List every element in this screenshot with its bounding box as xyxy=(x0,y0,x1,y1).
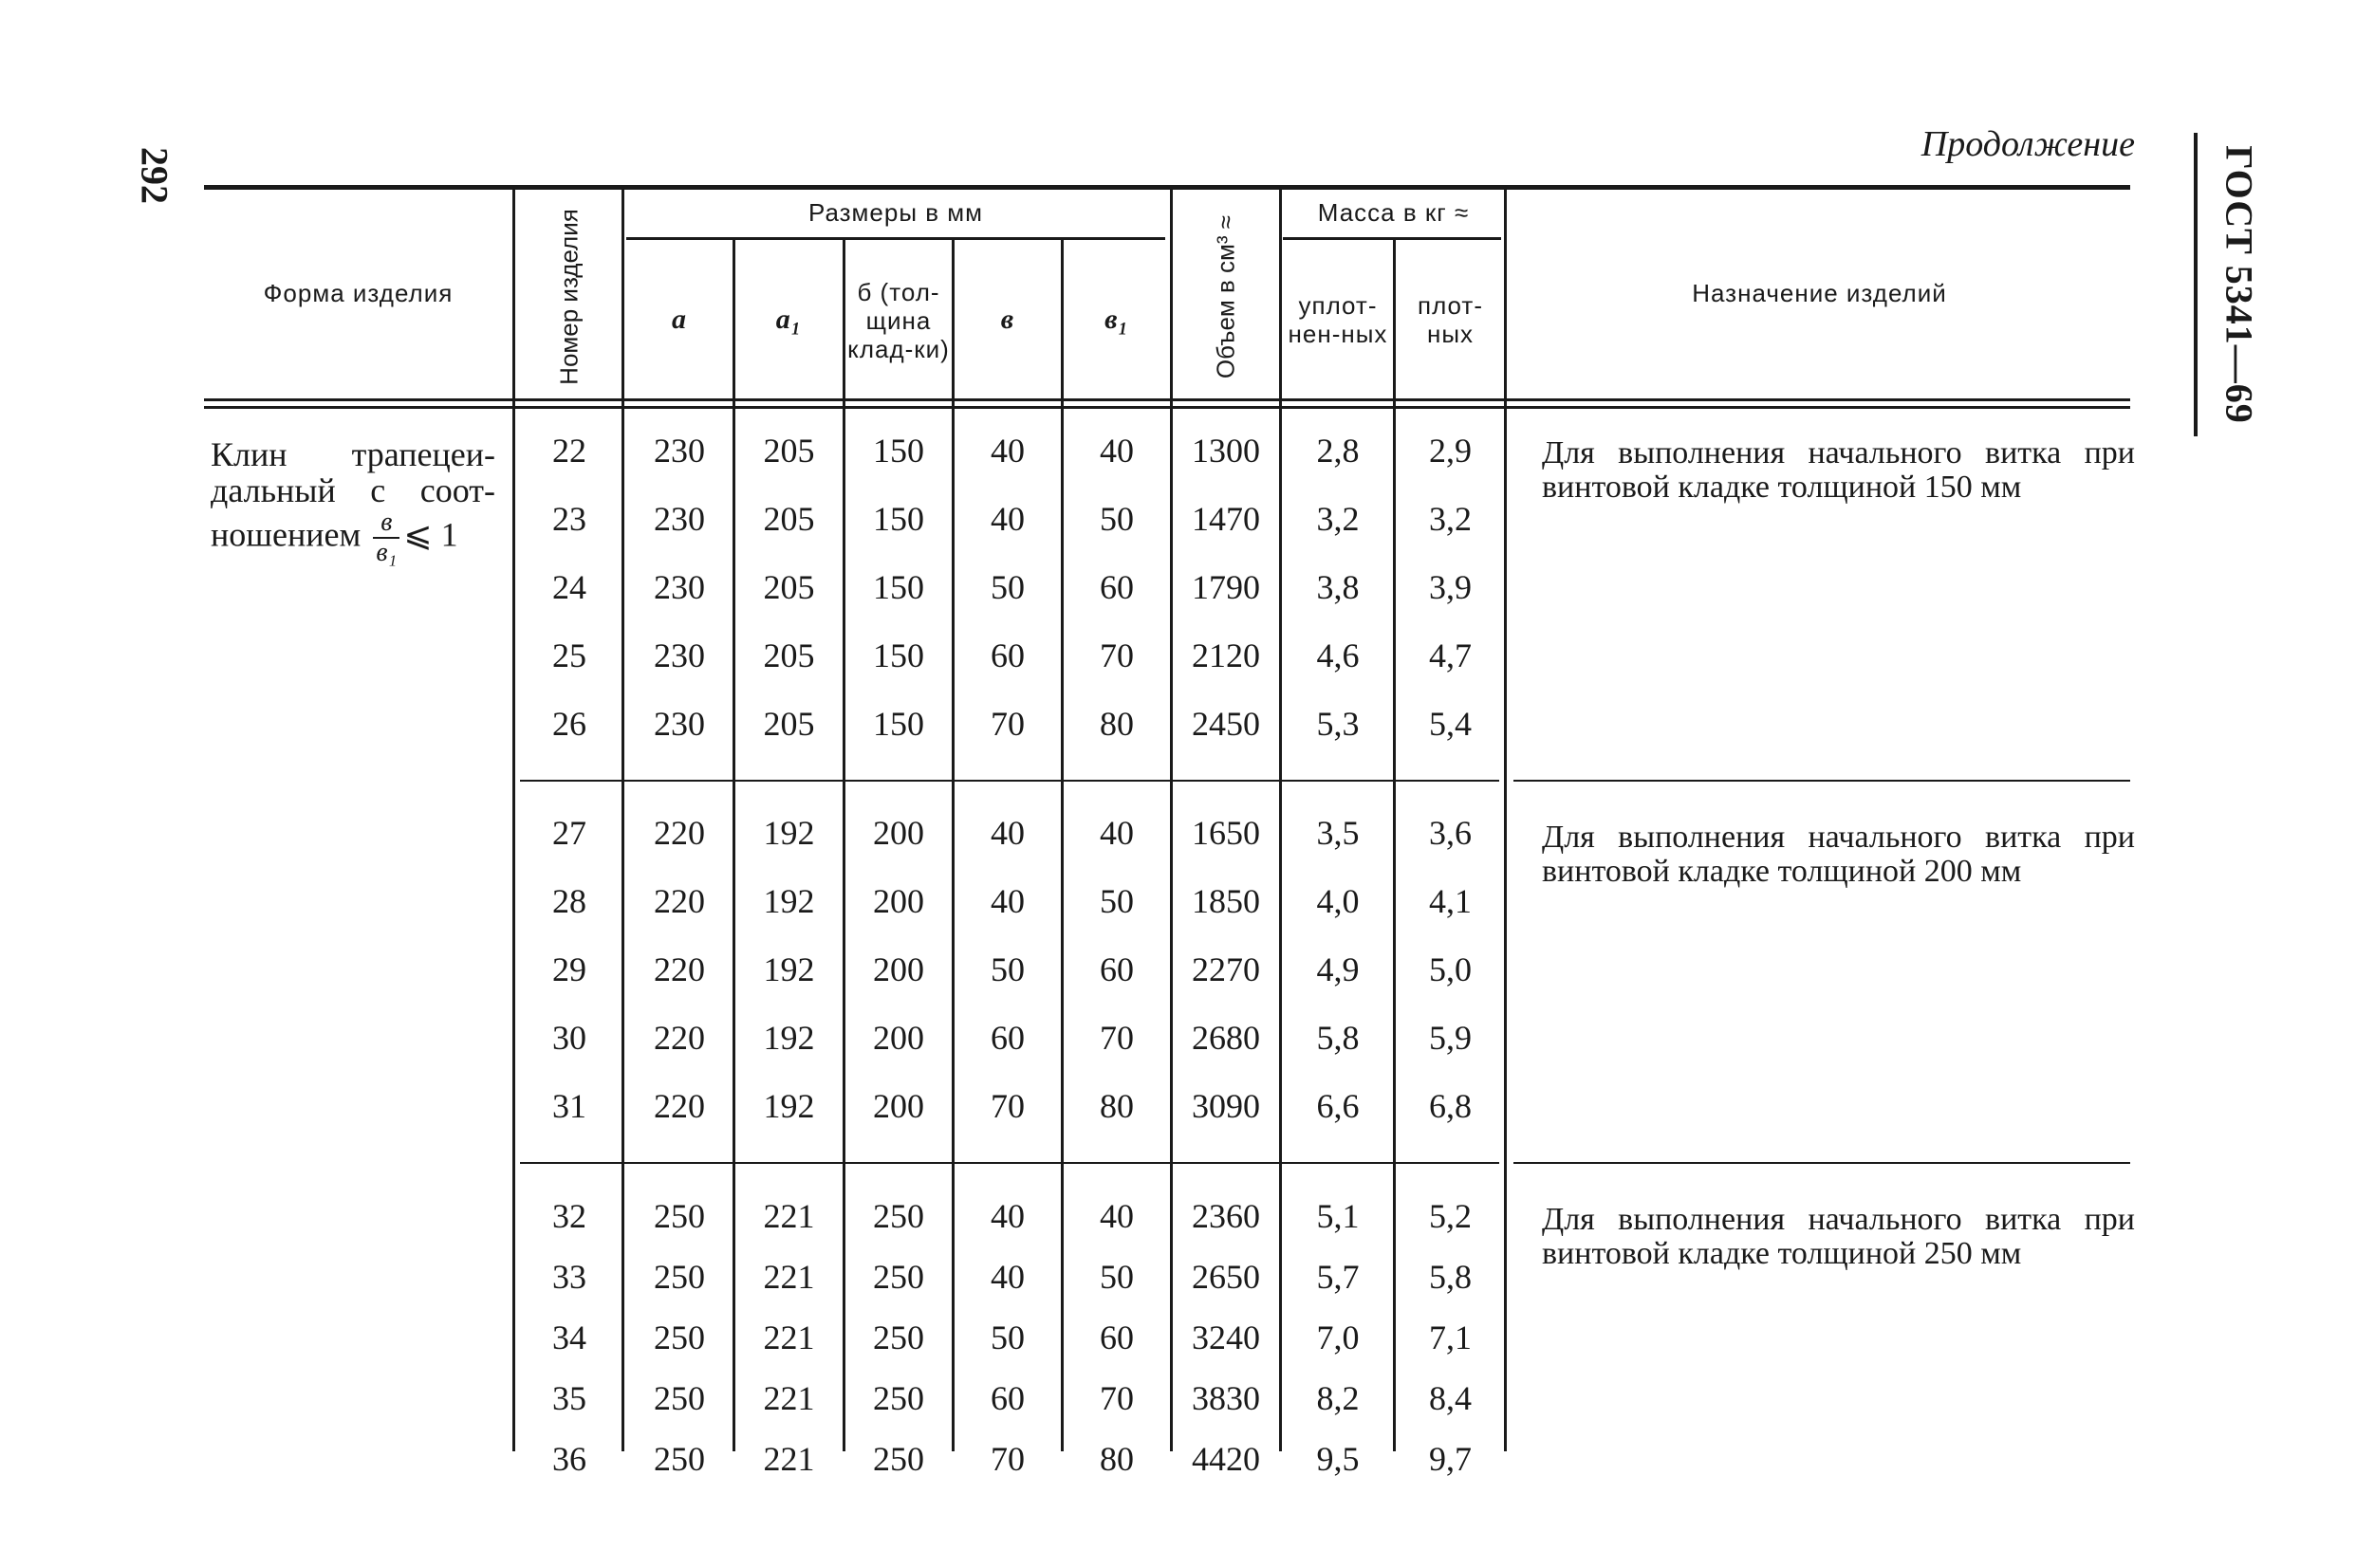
cell-item-number: 23 xyxy=(552,500,586,538)
cell-mass-compacted: 3,2 xyxy=(1316,500,1360,538)
col-divider-9 xyxy=(1393,239,1396,1451)
cell-volume: 2120 xyxy=(1192,636,1260,674)
cell-dim-v: 40 xyxy=(991,814,1025,852)
cell-volume: 2360 xyxy=(1192,1197,1260,1235)
cell-dim-v: 50 xyxy=(991,950,1025,988)
ratio-denominator: в₁ xyxy=(376,538,398,567)
col-divider-4 xyxy=(843,239,845,1451)
cell-mass-dense: 3,6 xyxy=(1429,814,1472,852)
standard-rule xyxy=(2194,133,2198,436)
cell-item-number: 31 xyxy=(552,1087,586,1125)
col-divider-7 xyxy=(1170,190,1173,1451)
cell-dim-a: 250 xyxy=(654,1319,705,1356)
cell-dim-v1: 50 xyxy=(1100,500,1134,538)
cell-mass-compacted: 3,5 xyxy=(1316,814,1360,852)
cell-mass-dense: 3,2 xyxy=(1429,500,1472,538)
cell-dim-v1: 60 xyxy=(1100,1319,1134,1356)
cell-dim-a1: 221 xyxy=(763,1258,815,1296)
shape-text: Клин трапецеи-дальный с соот-ношением xyxy=(211,435,495,554)
cell-dim-v1: 40 xyxy=(1100,1197,1134,1235)
cell-item-number: 35 xyxy=(552,1379,586,1417)
header-a: а xyxy=(672,304,687,336)
cell-item-number: 32 xyxy=(552,1197,586,1235)
cell-mass-compacted: 8,2 xyxy=(1316,1379,1360,1417)
ratio-numerator: в xyxy=(373,508,399,539)
cell-dim-v1: 70 xyxy=(1100,636,1134,674)
cell-dim-a1: 192 xyxy=(763,882,815,920)
cell-dim-b: 250 xyxy=(873,1379,924,1417)
cell-dim-a1: 192 xyxy=(763,1019,815,1057)
header-volume: Объем в см³ ≈ xyxy=(1211,214,1240,378)
header-shape: Форма изделия xyxy=(263,279,454,308)
cell-dim-b: 150 xyxy=(873,705,924,743)
cell-item-number: 28 xyxy=(552,882,586,920)
cell-dim-a1: 192 xyxy=(763,950,815,988)
cell-dim-v: 40 xyxy=(991,432,1025,470)
cell-dim-a: 230 xyxy=(654,432,705,470)
header-mass-dense: плот-ных xyxy=(1418,290,1483,348)
cell-dim-b: 150 xyxy=(873,500,924,538)
cell-volume: 1650 xyxy=(1192,814,1260,852)
header-v1: в₁ xyxy=(1104,304,1129,336)
cell-volume: 3240 xyxy=(1192,1319,1260,1356)
cell-mass-compacted: 2,8 xyxy=(1316,432,1360,470)
header-b: б (тол-щина клад-ки) xyxy=(847,278,950,363)
header-mass-compacted: уплот-нен-ных xyxy=(1288,290,1388,348)
continuation-label: Продолжение xyxy=(1920,124,2135,164)
cell-dim-a: 220 xyxy=(654,1087,705,1125)
cell-dim-a: 230 xyxy=(654,500,705,538)
cell-dim-v: 60 xyxy=(991,1379,1025,1417)
cell-dim-v1: 80 xyxy=(1100,1440,1134,1478)
cell-dim-b: 200 xyxy=(873,1087,924,1125)
cell-dim-v: 50 xyxy=(991,568,1025,606)
col-divider-10 xyxy=(1504,190,1507,1451)
group-divider-1-purpose xyxy=(1513,780,2130,782)
cell-dim-a: 230 xyxy=(654,636,705,674)
cell-item-number: 26 xyxy=(552,705,586,743)
cell-dim-a1: 221 xyxy=(763,1319,815,1356)
cell-item-number: 36 xyxy=(552,1440,586,1478)
page-number: 292 xyxy=(133,147,176,204)
cell-volume: 2270 xyxy=(1192,950,1260,988)
cell-item-number: 22 xyxy=(552,432,586,470)
cell-item-number: 24 xyxy=(552,568,586,606)
cell-mass-compacted: 4,9 xyxy=(1316,950,1360,988)
cell-dim-v: 40 xyxy=(991,500,1025,538)
cell-dim-v1: 80 xyxy=(1100,1087,1134,1125)
col-divider-1 xyxy=(512,190,515,1451)
cell-volume: 2650 xyxy=(1192,1258,1260,1296)
cell-dim-b: 150 xyxy=(873,636,924,674)
cell-dim-v1: 40 xyxy=(1100,814,1134,852)
cell-dim-b: 150 xyxy=(873,432,924,470)
cell-mass-compacted: 4,0 xyxy=(1316,882,1360,920)
cell-volume: 1300 xyxy=(1192,432,1260,470)
cell-dim-a: 220 xyxy=(654,882,705,920)
purpose-text: Для выполнения начального витка при винтовой кладке толщиной 200 мм xyxy=(1542,820,2135,889)
cell-dim-b: 250 xyxy=(873,1440,924,1478)
cell-dim-a1: 205 xyxy=(763,500,815,538)
cell-mass-dense: 5,4 xyxy=(1429,705,1472,743)
cell-item-number: 27 xyxy=(552,814,586,852)
cell-dim-b: 200 xyxy=(873,1019,924,1057)
cell-mass-dense: 4,7 xyxy=(1429,636,1472,674)
cell-dim-a: 250 xyxy=(654,1440,705,1478)
group-divider-2 xyxy=(520,1162,1499,1164)
cell-volume: 1850 xyxy=(1192,882,1260,920)
cell-volume: 3830 xyxy=(1192,1379,1260,1417)
cell-mass-compacted: 5,8 xyxy=(1316,1019,1360,1057)
cell-mass-dense: 9,7 xyxy=(1429,1440,1472,1478)
header-dimensions: Размеры в мм xyxy=(807,198,984,228)
cell-dim-b: 250 xyxy=(873,1258,924,1296)
cell-dim-a1: 221 xyxy=(763,1379,815,1417)
purpose-text: Для выполнения начального витка при винтовой кладке толщиной 250 мм xyxy=(1542,1202,2135,1271)
cell-dim-v: 40 xyxy=(991,1197,1025,1235)
cell-item-number: 34 xyxy=(552,1319,586,1356)
header-a1: а₁ xyxy=(775,304,803,336)
cell-mass-dense: 5,9 xyxy=(1429,1019,1472,1057)
cell-dim-a: 220 xyxy=(654,1019,705,1057)
header-purpose: Назначение изделий xyxy=(1692,279,1947,308)
dimensions-underline xyxy=(626,237,1165,240)
ratio-relation: ⩽ 1 xyxy=(403,515,458,554)
cell-mass-compacted: 4,6 xyxy=(1316,636,1360,674)
cell-dim-b: 200 xyxy=(873,882,924,920)
header-item-number: Номер изделия xyxy=(554,208,584,385)
cell-dim-a1: 192 xyxy=(763,1087,815,1125)
cell-dim-a1: 192 xyxy=(763,814,815,852)
purpose-text: Для выполнения начального витка при винтовой кладке толщиной 150 мм xyxy=(1542,435,2135,505)
cell-dim-a: 230 xyxy=(654,705,705,743)
cell-mass-dense: 5,0 xyxy=(1429,950,1472,988)
cell-volume: 3090 xyxy=(1192,1087,1260,1125)
cell-dim-v: 60 xyxy=(991,636,1025,674)
cell-dim-b: 200 xyxy=(873,814,924,852)
cell-mass-dense: 8,4 xyxy=(1429,1379,1472,1417)
cell-mass-compacted: 9,5 xyxy=(1316,1440,1360,1478)
cell-dim-v1: 70 xyxy=(1100,1379,1134,1417)
cell-dim-v: 70 xyxy=(991,1087,1025,1125)
cell-mass-dense: 6,8 xyxy=(1429,1087,1472,1125)
cell-dim-v: 70 xyxy=(991,705,1025,743)
header-mass: Масса в кг ≈ xyxy=(1317,198,1470,228)
cell-volume: 1790 xyxy=(1192,568,1260,606)
cell-mass-dense: 3,9 xyxy=(1429,568,1472,606)
standard-code: ГОСТ 5341—69 xyxy=(2217,145,2261,424)
cell-mass-compacted: 5,3 xyxy=(1316,705,1360,743)
cell-dim-b: 150 xyxy=(873,568,924,606)
cell-dim-a: 250 xyxy=(654,1197,705,1235)
cell-dim-v1: 50 xyxy=(1100,882,1134,920)
cell-dim-v1: 80 xyxy=(1100,705,1134,743)
header-bottom-rule-2 xyxy=(204,406,2130,409)
cell-volume: 4420 xyxy=(1192,1440,1260,1478)
cell-volume: 2450 xyxy=(1192,705,1260,743)
cell-mass-dense: 4,1 xyxy=(1429,882,1472,920)
cell-dim-v: 50 xyxy=(991,1319,1025,1356)
cell-dim-a1: 221 xyxy=(763,1197,815,1235)
cell-mass-compacted: 5,1 xyxy=(1316,1197,1360,1235)
cell-dim-a1: 221 xyxy=(763,1440,815,1478)
cell-dim-a1: 205 xyxy=(763,568,815,606)
col-divider-8 xyxy=(1279,190,1282,1451)
cell-volume: 1470 xyxy=(1192,500,1260,538)
cell-dim-v1: 60 xyxy=(1100,568,1134,606)
group-divider-2-purpose xyxy=(1513,1162,2130,1164)
cell-mass-compacted: 7,0 xyxy=(1316,1319,1360,1356)
cell-dim-v1: 70 xyxy=(1100,1019,1134,1057)
cell-dim-v1: 50 xyxy=(1100,1258,1134,1296)
shape-description xyxy=(211,436,495,567)
mass-underline xyxy=(1283,237,1501,240)
cell-dim-b: 200 xyxy=(873,950,924,988)
cell-mass-dense: 7,1 xyxy=(1429,1319,1472,1356)
cell-dim-a1: 205 xyxy=(763,432,815,470)
group-divider-1 xyxy=(520,780,1499,782)
cell-dim-a: 250 xyxy=(654,1258,705,1296)
cell-dim-v: 60 xyxy=(991,1019,1025,1057)
cell-item-number: 25 xyxy=(552,636,586,674)
header-v: в xyxy=(1000,304,1015,336)
cell-dim-a: 250 xyxy=(654,1379,705,1417)
cell-mass-dense: 5,2 xyxy=(1429,1197,1472,1235)
cell-mass-compacted: 5,7 xyxy=(1316,1258,1360,1296)
cell-mass-compacted: 3,8 xyxy=(1316,568,1360,606)
cell-dim-v1: 60 xyxy=(1100,950,1134,988)
cell-volume: 2680 xyxy=(1192,1019,1260,1057)
cell-dim-a: 220 xyxy=(654,814,705,852)
cell-dim-v: 70 xyxy=(991,1440,1025,1478)
cell-dim-v1: 40 xyxy=(1100,432,1134,470)
cell-mass-dense: 5,8 xyxy=(1429,1258,1472,1296)
col-divider-2 xyxy=(622,190,624,1451)
cell-item-number: 29 xyxy=(552,950,586,988)
cell-dim-v: 40 xyxy=(991,882,1025,920)
cell-item-number: 33 xyxy=(552,1258,586,1296)
cell-dim-b: 250 xyxy=(873,1319,924,1356)
cell-mass-dense: 2,9 xyxy=(1429,432,1472,470)
cell-dim-v: 40 xyxy=(991,1258,1025,1296)
header-bottom-rule xyxy=(204,398,2130,401)
shape-ratio-fraction xyxy=(373,508,399,567)
cell-dim-a: 230 xyxy=(654,568,705,606)
cell-dim-a1: 205 xyxy=(763,636,815,674)
cell-mass-compacted: 6,6 xyxy=(1316,1087,1360,1125)
cell-dim-a: 220 xyxy=(654,950,705,988)
cell-dim-b: 250 xyxy=(873,1197,924,1235)
cell-item-number: 30 xyxy=(552,1019,586,1057)
cell-dim-a1: 205 xyxy=(763,705,815,743)
